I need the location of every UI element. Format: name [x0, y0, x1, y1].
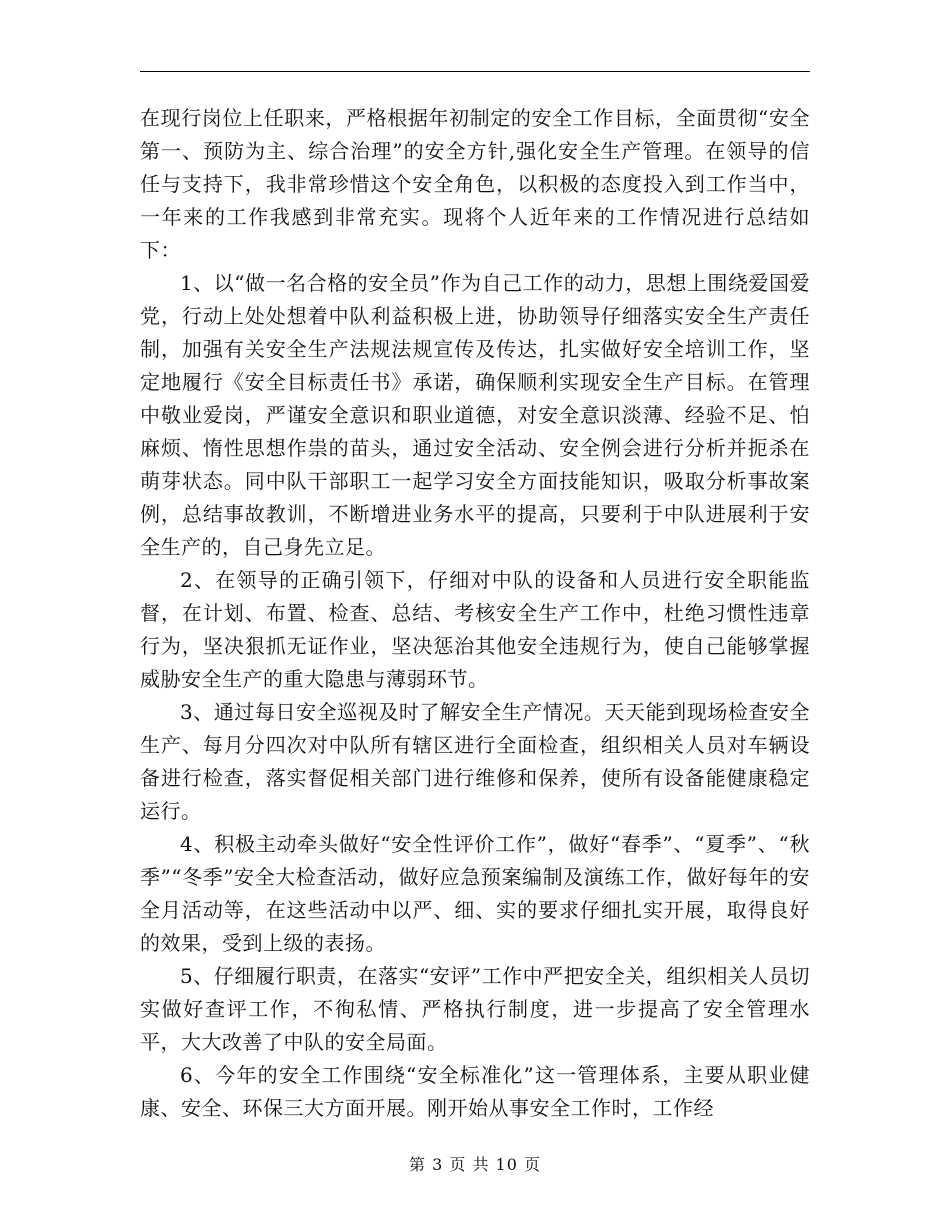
paragraph-item-2: 2、在领导的正确引领下，仔细对中队的设备和人员进行安全职能监督，在计划、布置、检查、总结、考核安全生产工作中，杜绝习惯性违章行为，坚决狠抓无证作业，坚决惩治其他安全违规行为，使自己能够掌握威胁安全生产的重大隐患与薄弱环节。	[140, 568, 810, 691]
paragraph-item-5: 5、仔细履行职责，在落实“安评”工作中严把安全关，组织相关人员切实做好查评工作，不徇私情、严格执行制度，进一步提高了安全管理水平，大大改善了中队的安全局面。	[140, 964, 810, 1054]
paragraph-item-1: 1、以“做一名合格的安全员”作为自己工作的动力，思想上围绕爱国爱党，行动上处处想着中队利益积极上进，协助领导仔细落实安全生产责任制，加强有关安全生产法规法规宣传及传达，扎实做好安全培训工作，坚定地履行《安全目标责任书》承诺，确保顺利实现安全生产目标。在管理中敬业爱岗，严谨安全意识和职业道德，对安全意识淡薄、经验不足、怕麻烦、惰性思想作祟的苗头，通过安全活动、安全例会进行分析并扼杀在萌芽状态。同中队干部职工一起学习安全方面技能知识，吸取分析事故案例，总结事故教训，不断增进业务水平的提高，只要利于中队进展利于安全生产的，自己身先立足。	[140, 271, 810, 559]
paragraph-intro: 在现行岗位上任职来，严格根据年初制定的安全工作目标，全面贯彻“安全第一、预防为主、综合治理”的安全方针,强化安全生产管理。在领导的信任与支持下，我非常珍惜这个安全角色，以积极的态度投入到工作当中，一年来的工作我感到非常充实。现将个人近年来的工作情况进行总结如下：	[140, 106, 810, 262]
header-rule	[140, 71, 810, 72]
page-body	[140, 102, 810, 1125]
paragraph-item-3: 3、通过每日安全巡视及时了解安全生产情况。天天能到现场检查安全生产、每月分四次对中队所有辖区进行全面检查，组织相关人员对车辆设备进行检查，落实督促相关部门进行维修和保养，使所有设备能健康稳定运行。	[140, 700, 810, 823]
page-number-footer: 第 3 页 共 10 页	[409, 1155, 541, 1174]
paragraph-item-6: 6、今年的安全工作围绕“安全标准化”这一管理体系，主要从职业健康、安全、环保三大方面开展。刚开始从事安全工作时，工作经	[140, 1063, 810, 1120]
paragraph-item-4: 4、积极主动牵头做好“安全性评价工作”，做好“春季”、“夏季”、“秋季”“冬季”安全大检查活动，做好应急预案编制及演练工作，做好每年的安全月活动等，在这些活动中以严、细、实的要求仔细扎实开展，取得良好的效果，受到上级的表扬。	[140, 832, 810, 955]
